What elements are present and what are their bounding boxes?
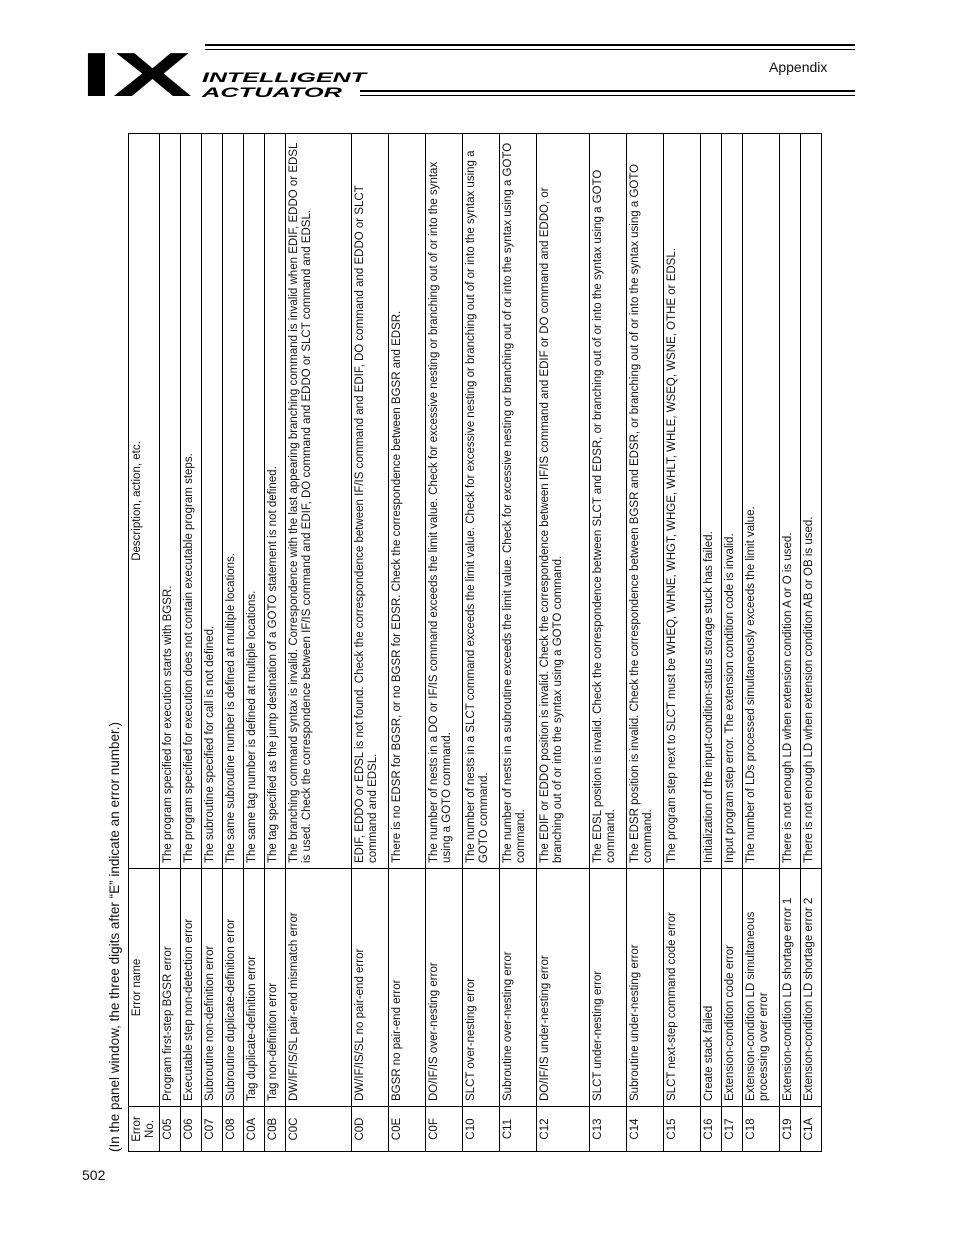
error-no: C1A bbox=[801, 1107, 822, 1152]
error-name: DW/IF/IS/SL no pair-end error bbox=[352, 869, 389, 1107]
error-description: There is not enough LD when extension condition AB or OB is used. bbox=[801, 134, 822, 869]
logo-letters: IX bbox=[80, 44, 192, 100]
table-row bbox=[352, 134, 389, 1152]
table-row bbox=[780, 134, 801, 1152]
table-row bbox=[463, 134, 500, 1152]
error-no: C06 bbox=[181, 1107, 202, 1152]
error-no: C0D bbox=[352, 1107, 389, 1152]
table-row bbox=[664, 134, 701, 1152]
table-row bbox=[223, 134, 244, 1152]
table-row bbox=[426, 134, 463, 1152]
error-name: Extension-condition LD shortage error 1 bbox=[780, 869, 801, 1107]
error-no: C08 bbox=[223, 1107, 244, 1152]
rotated-content bbox=[102, 134, 826, 1152]
error-no: C14 bbox=[627, 1107, 664, 1152]
error-name: Executable step non-detection error bbox=[181, 869, 202, 1107]
intelligent-actuator-logo bbox=[80, 44, 370, 100]
error-name: Subroutine under-nesting error bbox=[627, 869, 664, 1107]
error-no: C16 bbox=[701, 1107, 722, 1152]
error-no: C15 bbox=[664, 1107, 701, 1152]
table-row bbox=[701, 134, 722, 1152]
error-description: The number of nests in a SLCT command exceeds the limit value. Check for excessive nesting or branching out of or into the syntax using a GOTO command. bbox=[463, 134, 500, 869]
error-name: Extension-condition code error bbox=[722, 869, 743, 1107]
error-no: C17 bbox=[722, 1107, 743, 1152]
error-no: C0A bbox=[244, 1107, 265, 1152]
error-name: DW/IF/IS/SL pair-end mismatch error bbox=[286, 869, 352, 1107]
error-no: C18 bbox=[743, 1107, 780, 1152]
error-no: C11 bbox=[500, 1107, 537, 1152]
header-rule-bottom bbox=[360, 90, 855, 92]
error-description: The subroutine specified for call is not defined. bbox=[202, 134, 223, 869]
logo-line1: INTELLIGENT bbox=[202, 69, 369, 85]
header-rule-top bbox=[205, 44, 855, 46]
header-description: Description, action, etc. bbox=[129, 134, 160, 869]
table-row bbox=[722, 134, 743, 1152]
error-no: C13 bbox=[590, 1107, 627, 1152]
error-no: C10 bbox=[463, 1107, 500, 1152]
error-no: C05 bbox=[160, 1107, 181, 1152]
error-no: C0B bbox=[265, 1107, 286, 1152]
error-no: C12 bbox=[537, 1107, 590, 1152]
logo-line2: ACTUATOR bbox=[200, 84, 344, 100]
error-no: C0E bbox=[389, 1107, 426, 1152]
error-no: C07 bbox=[202, 1107, 223, 1152]
table-row bbox=[537, 134, 590, 1152]
table-row bbox=[627, 134, 664, 1152]
error-name: SLCT over-nesting error bbox=[463, 869, 500, 1107]
table-row bbox=[202, 134, 223, 1152]
error-description: EDIF, EDDO or EDSL is not found. Check the correspondence between IF/IS command and EDIF, DO command and EDDO or SLCT command and EDSL. bbox=[352, 134, 389, 869]
error-name: SLCT next-step command code error bbox=[664, 869, 701, 1107]
error-description: There is not enough LD when extension condition A or O is used. bbox=[780, 134, 801, 869]
error-description: The EDSR position is invalid. Check the correspondence between BGSR and EDSR, or branching out of or into the syntax using a GOTO command. bbox=[627, 134, 664, 869]
table-row bbox=[500, 134, 537, 1152]
error-description: The number of LDs processed simultaneously exceeds the limit value. bbox=[743, 134, 780, 869]
header-error-no: Error No. bbox=[129, 1107, 160, 1152]
error-name: DO/IF/IS over-nesting error bbox=[426, 869, 463, 1107]
error-no: C0F bbox=[426, 1107, 463, 1152]
intro-note: (In the panel window, the three digits after “E” indicate an error number.) bbox=[107, 722, 122, 1152]
error-description: There is no EDSR for BGSR, or no BGSR for EDSR. Check the correspondence between BGSR and EDSR. bbox=[389, 134, 426, 869]
error-description: The same tag number is defined at multiple locations. bbox=[244, 134, 265, 869]
table-row bbox=[244, 134, 265, 1152]
error-name: Extension-condition LD shortage error 2 bbox=[801, 869, 822, 1107]
header-rule-top-2 bbox=[205, 49, 855, 50]
error-description: The number of nests in a DO or IF/IS command exceeds the limit value. Check for excessive nesting or branching out of or into the syntax using a GOTO command. bbox=[426, 134, 463, 869]
header-rule-bottom-2 bbox=[360, 95, 855, 96]
table-row bbox=[265, 134, 286, 1152]
error-no: C0C bbox=[286, 1107, 352, 1152]
error-name: Subroutine over-nesting error bbox=[500, 869, 537, 1107]
page-number: 502 bbox=[82, 1167, 106, 1183]
error-name: Tag non-definition error bbox=[265, 869, 286, 1107]
error-name: Subroutine duplicate-definition error bbox=[223, 869, 244, 1107]
table-row bbox=[801, 134, 822, 1152]
error-name: Create stack failed bbox=[701, 869, 722, 1107]
table-row bbox=[743, 134, 780, 1152]
error-description: The number of nests in a subroutine exceeds the limit value. Check for excessive nesting or branching out of or into the syntax using a GOTO command. bbox=[500, 134, 537, 869]
error-description: Initialization of the input-condition-status storage stuck has failed. bbox=[701, 134, 722, 869]
table-row bbox=[160, 134, 181, 1152]
table-row bbox=[181, 134, 202, 1152]
error-description: The branching command syntax is invalid. Correspondence with the last appearing branching command is invalid when EDIF, EDDO or EDSL is used. Check the correspondence between IF/IS command and EDIF, DO command and EDDO or SLCT command and EDSL. bbox=[286, 134, 352, 869]
error-name: Program first-step BGSR error bbox=[160, 869, 181, 1107]
error-name: Tag duplicate-definition error bbox=[244, 869, 265, 1107]
header-error-name: Error name bbox=[129, 869, 160, 1107]
error-name: DO/IF/IS under-nesting error bbox=[537, 869, 590, 1107]
error-name: Extension-condition LD simultaneous processing over error bbox=[743, 869, 780, 1107]
error-description: The EDIF or EDDO position is invalid. Check the correspondence between IF/IS command and EDIF or DO command and EDDO, or branching out of or into the syntax using a GOTO command. bbox=[537, 134, 590, 869]
error-description: Input program step error. The extension condition code is invalid. bbox=[722, 134, 743, 869]
section-title: Appendix bbox=[769, 59, 828, 75]
error-no: C19 bbox=[780, 1107, 801, 1152]
table-row bbox=[590, 134, 627, 1152]
table-header-row bbox=[129, 134, 160, 1152]
table-row bbox=[389, 134, 426, 1152]
error-table bbox=[128, 133, 822, 1152]
error-name: SLCT under-nesting error bbox=[590, 869, 627, 1107]
error-description: The program specified for execution starts with BGSR. bbox=[160, 134, 181, 869]
error-description: The program specified for execution does not contain executable program steps. bbox=[181, 134, 202, 869]
error-description: The program step next to SLCT must be WHEQ, WHNE, WHGT, WHGE, WHLT, WHLE, WSEQ, WSNE, OTHE or EDSL. bbox=[664, 134, 701, 869]
error-description: The same subroutine number is defined at multiple locations. bbox=[223, 134, 244, 869]
error-name: Subroutine non-definition error bbox=[202, 869, 223, 1107]
error-name: BGSR no pair-end error bbox=[389, 869, 426, 1107]
table-row bbox=[286, 134, 352, 1152]
error-description: The EDSL position is invalid. Check the correspondence between SLCT and EDSR, or branching out of or into the syntax using a GOTO command. bbox=[590, 134, 627, 869]
error-description: The tag specified as the jump destination of a GOTO statement is not defined. bbox=[265, 134, 286, 869]
